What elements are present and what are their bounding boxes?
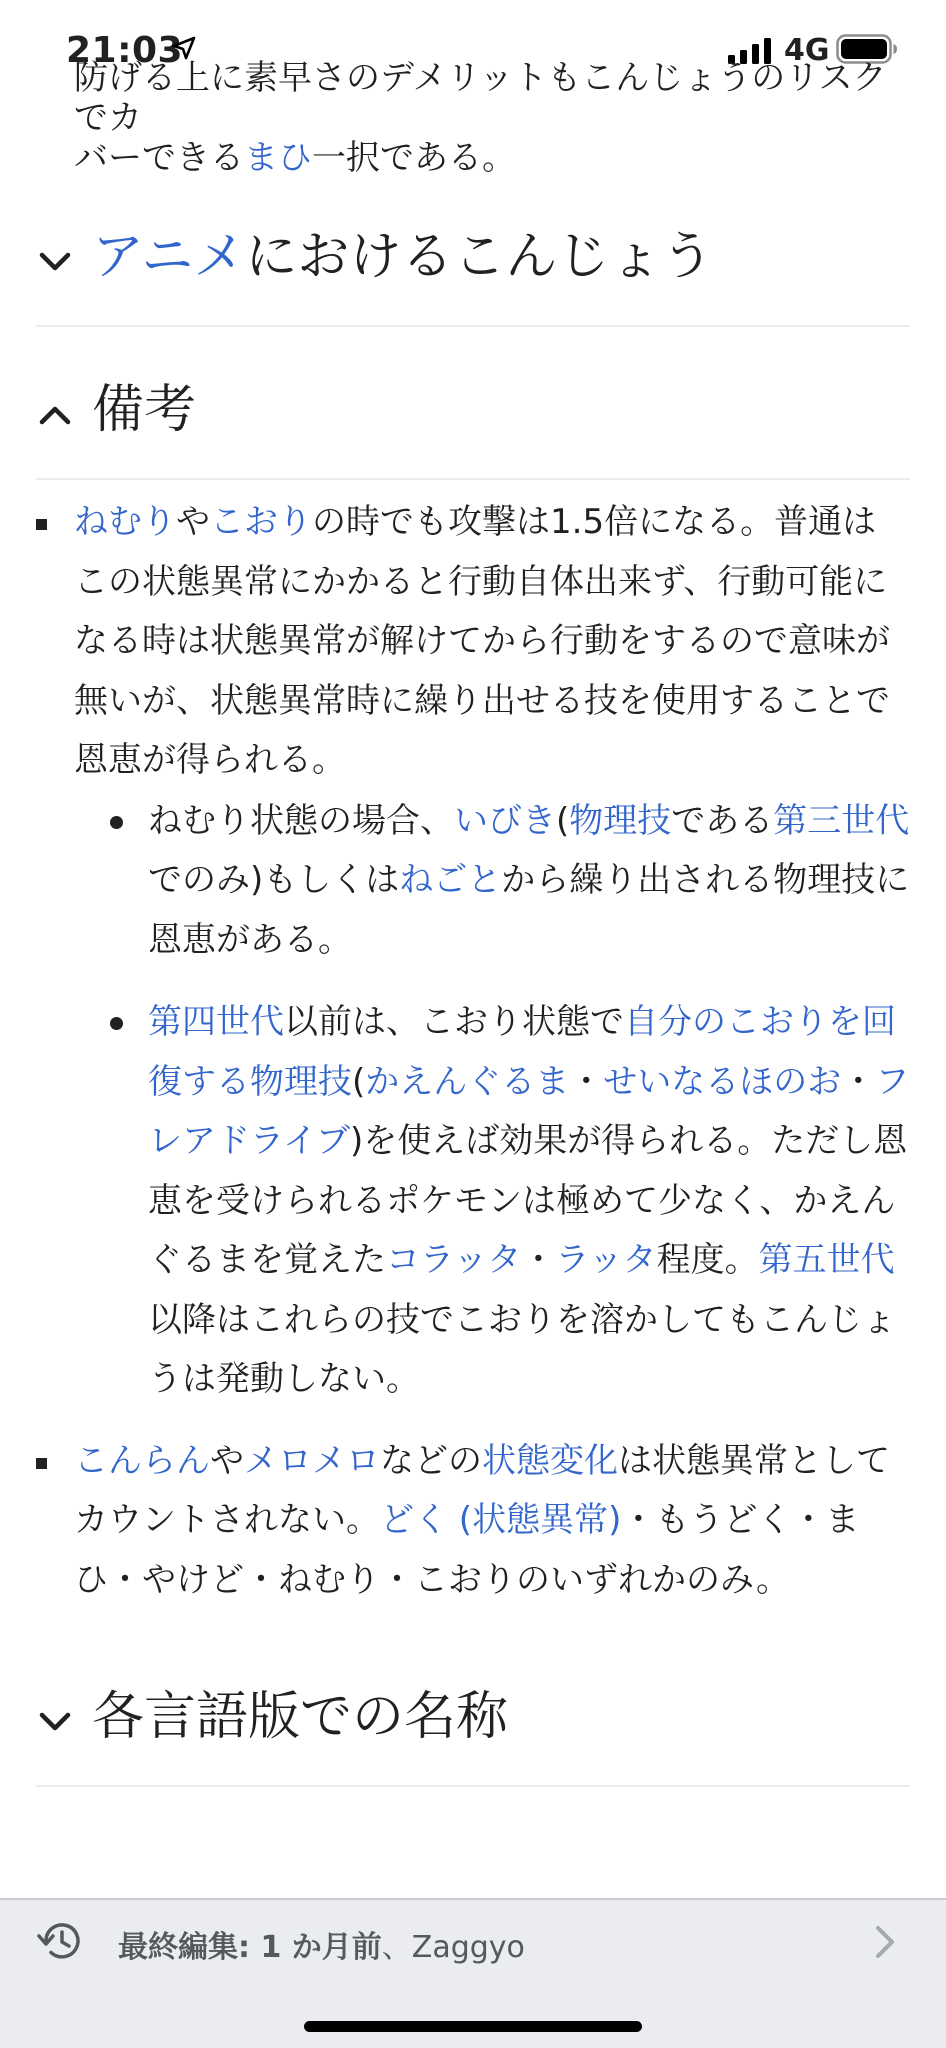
link-thaw-moves[interactable]: 自分のこおりを回復する物理技 [148, 1002, 896, 1102]
location-arrow-icon [172, 36, 196, 60]
chevron-right-icon [872, 1922, 898, 1962]
history-icon [36, 1916, 86, 1966]
chevron-down-icon [36, 243, 74, 281]
section-anime-title: アニメにおけるこんじょう [92, 227, 714, 287]
list-item: こんらんやメロメロなどの状態変化は状態異常としてカウントされない。どく (状態異常)・もうどく・まひ・やけど・ねむり・こおりのいずれかのみ。 [74, 1432, 910, 1611]
section-anime-header[interactable] [36, 205, 910, 327]
link-nemuri[interactable]: ねむり [74, 502, 176, 542]
list-item: ねむりやこおりの時でも攻撃は1.5倍になる。普通はこの状態異常にかかると行動自体出来ず、行動可能になる時は状態異常が解けてから行動をするので意味が無いが、状態異常時に繰り出せる技を使用することで恩恵が得られる。 ねむり状態の場合、いびき(物理技である第三世代でのみ)もしくはねごとから繰り出される物理技に恩恵がある。 第四世代以前は、こおり状態で自分のこおりを回復する物理技(かえんぐるま・せいなるほのお・フレアドライブ)を使えば効果が得られる。ただし恩恵を受けられるポケモンは極めて少なく、かえんぐるまを覚えたコラッタ・ラッタ程度。第五世代以降はこれらの技でこおりを溶かしてもこんじょうは発動しない。 [74, 493, 910, 1410]
network-type: 4G [784, 33, 830, 68]
link-konran[interactable]: こんらん [74, 1440, 210, 1481]
chevron-down-icon [36, 1703, 74, 1741]
top-paragraph: バーできるまひ一択である。 [74, 138, 516, 178]
home-indicator[interactable] [304, 2021, 642, 2032]
link-negoto[interactable]: ねごと [399, 860, 502, 900]
link-anime[interactable]: アニメ [92, 227, 246, 287]
link-seinaruhonoo[interactable]: せいなるほのお [603, 1061, 842, 1102]
link-doku[interactable]: どく (状態異常) [380, 1500, 622, 1540]
link-fourth-gen[interactable]: 第四世代 [148, 1002, 284, 1042]
link-butsuri-waza[interactable]: 物理技 [569, 800, 672, 841]
section-names-header[interactable] [36, 1665, 910, 1787]
sub-list [74, 792, 910, 1410]
list-item: ねむり状態の場合、いびき(物理技である第三世代でのみ)もしくはねごとから繰り出される物理技に恩恵がある。 [148, 792, 910, 971]
bottom-safe-area [0, 1982, 946, 2048]
link-flare-drive[interactable]: フレアドライブ [148, 1061, 910, 1161]
link-koori[interactable]: こおり [210, 502, 312, 542]
link-koratta[interactable]: コラッタ [386, 1240, 522, 1280]
editor-name: Zaggyo [411, 1930, 525, 1965]
list-item: 第四世代以前は、こおり状態で自分のこおりを回復する物理技(かえんぐるま・せいなるほのお・フレアドライブ)を使えば効果が得られる。ただし恩恵を受けられるポケモンは極めて少なく、かえんぐるまを覚えたコラッタ・ラッタ程度。第五世代以降はこれらの技でこおりを溶かしてもこんじょうは発動しない。 [148, 993, 910, 1410]
link-meromero[interactable]: メロメロ [244, 1440, 380, 1481]
section-notes-title: 備考 [92, 380, 197, 440]
section-names-title: 各言語版での名称 [92, 1687, 509, 1747]
link-joutai-henka[interactable]: 状態変化 [482, 1440, 618, 1481]
last-edited-text: 最終編集: 1 か月前、Zaggyo [118, 1930, 525, 1965]
link-fifth-gen[interactable]: 第五世代 [758, 1240, 895, 1280]
section-notes-header[interactable] [36, 358, 910, 480]
notes-list [74, 493, 910, 1610]
last-edited-bar[interactable] [0, 1898, 946, 1984]
link-ratta[interactable]: ラッタ [555, 1240, 657, 1280]
link-ibiki[interactable]: いびき [454, 800, 556, 841]
clipped-text-line: 防げる上に素早さのデメリットもこんじょうのリスクでカ [74, 58, 887, 138]
chevron-up-icon [36, 396, 74, 434]
link-third-gen[interactable]: 第三世代 [773, 800, 910, 841]
status-time: 21:03 [66, 30, 184, 71]
link-kaenguruma[interactable]: かえんぐるま [365, 1061, 570, 1102]
link-mahi[interactable]: まひ [244, 138, 312, 178]
